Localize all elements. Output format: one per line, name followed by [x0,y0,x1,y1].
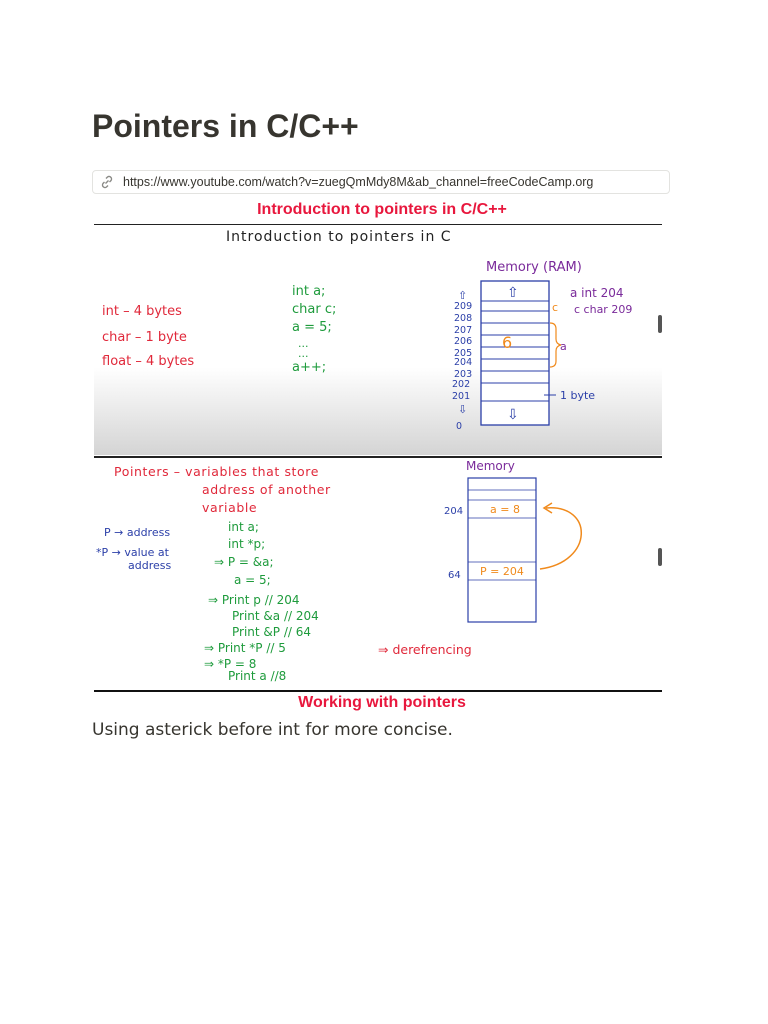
address-label: 204 [454,357,473,368]
down-arrow-icon: ⇩ [507,407,519,423]
body-paragraph: Using asterick before int for more concise. [92,720,453,740]
link-icon [99,174,115,190]
legend-line-1: P → address [104,526,171,539]
cell-p-value: P = 204 [480,565,524,578]
pointer-arrow-icon [540,508,581,569]
bookmark-url: https://www.youtube.com/watch?v=zuegQmMdy8M&ab_channel=freeCodeCamp.org [123,175,594,189]
address-64: 64 [448,570,461,581]
size-float: float – 4 bytes [102,354,195,369]
address-zero: 0 [456,421,463,432]
address-label: 202 [452,379,471,390]
slide-caption-working: Working with pointers [298,694,466,711]
cell-value-six: 6 [502,333,513,352]
page-title: Pointers in C/C++ [92,108,359,144]
cell-a-value: a = 8 [490,503,520,516]
code-line: int a; [228,520,259,534]
code-line: ⇒ Print *P // 5 [204,641,286,655]
code-line: int *p; [228,537,266,551]
address-label: 201 [452,391,471,402]
code-line: ⇒ P = &a; [214,555,274,569]
annot-c-char: c char 209 [574,303,633,316]
size-int: int – 4 bytes [102,304,182,319]
code-line-1: int a; [292,284,326,299]
address-label: 207 [454,325,473,336]
up-arrow-icon: ⇧ [507,285,519,301]
bookmark-link[interactable] [92,170,670,194]
address-label: 209 [454,301,473,312]
scroll-handle [658,548,662,566]
address-label: 206 [454,336,473,347]
code-line-4: ... [298,337,309,350]
code-line-3: a = 5; [292,320,332,335]
slide-intro-pointers [94,224,662,455]
size-char: char – 1 byte [102,330,187,345]
address-204: 204 [444,506,464,517]
memory-ram-label: Memory (RAM) [486,260,582,275]
definition-line-2: address of another [202,482,331,497]
addr-down-arrow-icon: ⇩ [458,403,468,416]
address-label: 208 [454,313,473,324]
code-line: a = 5; [234,573,271,587]
slide-caption-intro: Introduction to pointers in C/C++ [257,201,507,218]
code-line: Print &a // 204 [232,609,319,623]
one-byte-label: 1 byte [560,389,596,402]
slide-working-pointers [94,456,662,692]
code-line-2: char c; [292,302,337,317]
brace-a-label: a [560,340,567,353]
code-line: ⇒ Print p // 204 [208,593,300,607]
address-label: 203 [454,369,473,380]
code-line: ⇒ *P = 8 [204,657,257,671]
legend-line-2: *P → value at [96,546,169,559]
annot-a-int: a int 204 [570,286,624,300]
brace-c-label: c [552,301,559,314]
code-line: Print &P // 64 [232,625,311,639]
code-line-6: a++; [292,360,327,375]
definition-line-1: Pointers – variables that store [114,464,320,479]
legend-line-3: address [128,559,172,572]
memory-label: Memory [466,459,515,473]
address-label: 205 [454,348,473,359]
scroll-handle [658,315,662,333]
code-line: Print a //8 [228,669,287,683]
memory-column [481,281,549,425]
definition-line-3: variable [202,500,258,515]
code-line-5: ... [298,347,309,360]
addr-up-arrow-icon: ⇧ [458,289,468,302]
slide1-heading: Introduction to pointers in C [226,229,452,245]
dereferencing-note: ⇒ derefrencing [378,642,472,657]
